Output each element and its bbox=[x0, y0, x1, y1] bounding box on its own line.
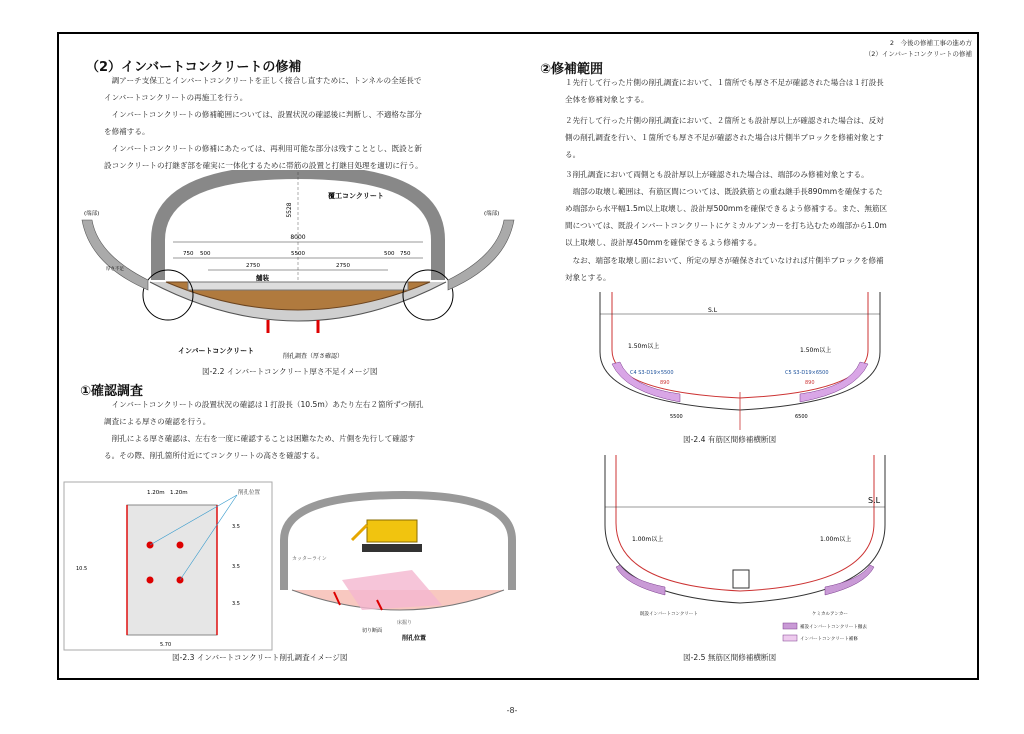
figure-2-4 bbox=[590, 292, 890, 430]
dim-120: 1.20m bbox=[147, 490, 165, 496]
range-line: 全体を修補対象とする。 bbox=[565, 95, 649, 104]
caption-fig-2-2: 図-2.2 インバートコンクリート厚さ不足イメージ図 bbox=[202, 367, 378, 376]
range-line: る。 bbox=[565, 150, 581, 159]
legend-swatch-2 bbox=[783, 635, 797, 641]
intro-paragraph bbox=[104, 72, 504, 174]
dim-5500: 5500 bbox=[670, 414, 683, 420]
plan-slab bbox=[127, 505, 217, 635]
drain bbox=[733, 570, 749, 588]
repair-area-right bbox=[825, 565, 874, 595]
range-line: ２先行して行った片側の削孔調査において、２箇所とも設計厚以上が確認された場合は、反対 bbox=[565, 116, 884, 125]
dim-2750: 2750 bbox=[336, 263, 350, 269]
dim-150-right: 1.50m以上 bbox=[800, 347, 832, 354]
range-line: め端部から水平幅1.5m以上取壊し、設計厚500mmを確保できるよう修補する。また、無筋区 bbox=[565, 204, 888, 213]
dim-500: 500 bbox=[384, 251, 395, 257]
dim-100-left: 1.00m以上 bbox=[632, 536, 664, 543]
detail-right bbox=[448, 220, 514, 290]
drill-point bbox=[177, 542, 184, 549]
label-anchor: ケミカルアンカー bbox=[812, 612, 848, 617]
range-line: 以上取壊し、設計厚450mmを確保できるよう修補する。 bbox=[565, 238, 762, 247]
section-title-invert: （2）インバートコンクリートの修補 bbox=[86, 60, 302, 75]
label-sl: S.L bbox=[708, 307, 718, 314]
caption-fig-2-5: 図-2.5 無筋区間修補横断図 bbox=[683, 653, 777, 662]
label-sl: S.L bbox=[868, 496, 881, 505]
label-c5: C5 S3-D19×6500 bbox=[785, 370, 829, 376]
label-under: 床掘り bbox=[397, 620, 413, 626]
dim-10-5: 10.5 bbox=[76, 566, 88, 572]
dim-height: 5528 bbox=[286, 202, 293, 218]
intro-line: を修補する。 bbox=[104, 127, 150, 136]
dim-5500: 5500 bbox=[291, 251, 305, 257]
figure-2-5 bbox=[590, 455, 900, 650]
label-hoso: 舗装 bbox=[256, 274, 269, 282]
dim-500: 500 bbox=[200, 251, 211, 257]
detail-left bbox=[82, 220, 148, 290]
label-c4: C4 S3-D19×5500 bbox=[630, 370, 674, 376]
intro-line: 調アーチ支保工とインバートコンクリートを正しく接合し直すために、トンネルの全延長で bbox=[104, 76, 422, 85]
subsection-title-confirm: ①確認調査 bbox=[80, 384, 144, 399]
dim-750: 750 bbox=[400, 251, 411, 257]
legend-swatch-1 bbox=[783, 623, 797, 629]
caption-fig-2-3: 図-2.3 インバートコンクリート削孔調査イメージ図 bbox=[172, 653, 348, 662]
dim-150-left: 1.50m以上 bbox=[628, 343, 660, 350]
dim-3-5: 3.5 bbox=[232, 524, 240, 530]
confirm-line: る。その際、削孔箇所付近にてコンクリートの高さを確認する。 bbox=[104, 451, 325, 460]
confirm-line: インバートコンクリートの設置状況の確認は１打設長（10.5m）あたり左右２箇所ずつ削孔 bbox=[104, 400, 424, 409]
label-fukuko: 覆工コンクリート bbox=[328, 192, 384, 200]
range-line: なお、端部を取壊し面において、所定の厚さが確保されていなければ片側半ブロックを修補 bbox=[565, 256, 884, 265]
caption-fig-2-4: 図-2.4 有筋区間修補横断図 bbox=[683, 435, 777, 444]
excavator-track bbox=[362, 544, 422, 552]
drill-point bbox=[147, 577, 154, 584]
confirm-line: 調査による厚さの確認を行う。 bbox=[104, 417, 211, 426]
label-existing: 既設インバートコンクリート bbox=[640, 612, 698, 617]
confirm-line: 削孔による厚さ確認は、左右を一度に確認することは困難なため、片側を先行して確認す bbox=[104, 434, 416, 443]
dim-890: 890 bbox=[805, 380, 815, 386]
header-chapter: 2 今後の修補工事の進め方 bbox=[889, 39, 972, 47]
range-p3 bbox=[565, 166, 965, 251]
dim-2750: 2750 bbox=[246, 263, 260, 269]
label-drill-pos: 削孔位置 bbox=[238, 490, 261, 496]
figure-2-2 bbox=[78, 170, 518, 370]
figure-2-3 bbox=[62, 480, 522, 655]
running-header bbox=[865, 38, 972, 60]
intro-line: 設コンクリートの打継ぎ部を確実に一体化するために帯筋の設置と打継目処理を適切に行う。 bbox=[104, 161, 423, 170]
range-p2 bbox=[565, 112, 965, 163]
label-cut: 切り断面 bbox=[362, 628, 383, 634]
dim-750: 750 bbox=[183, 251, 194, 257]
range-p1 bbox=[565, 74, 965, 108]
confirm-paragraph bbox=[104, 396, 504, 464]
dim-3-5: 3.5 bbox=[232, 564, 240, 570]
legend-2: インバートコンクリート補修 bbox=[800, 637, 858, 642]
label-end-right: (端部) bbox=[484, 211, 500, 217]
dim-6500: 6500 bbox=[795, 414, 808, 420]
page-number: -8- bbox=[506, 706, 518, 715]
label-end-left: (端部) bbox=[84, 211, 100, 217]
dim-total: 8000 bbox=[290, 234, 306, 241]
label-invert: インバートコンクリート bbox=[178, 347, 255, 355]
label-thin: 厚さ不足 bbox=[106, 267, 124, 272]
dim-890: 890 bbox=[660, 380, 670, 386]
range-line: 間については、既設インバートコンクリートにケミカルアンカーを打ち込むため端部から1.0m bbox=[565, 221, 887, 230]
range-line: 側の削孔調査を行い、１箇所でも厚さ不足が確認された場合は片側半ブロックを修補対象とす bbox=[565, 133, 884, 142]
dim-100-right: 1.00m以上 bbox=[820, 536, 852, 543]
dim-3-5: 3.5 bbox=[232, 601, 240, 607]
repair-area-left bbox=[616, 565, 665, 595]
intro-line: インバートコンクリートの再施工を行う。 bbox=[104, 93, 248, 102]
range-line: 対象とする。 bbox=[565, 273, 611, 282]
dim-width: 5.70 bbox=[160, 642, 172, 648]
dim-120: 1.20m bbox=[170, 490, 188, 496]
label-sakko: 削孔調査（厚さ確認） bbox=[283, 353, 344, 360]
intro-line: インバートコンクリートの修補範囲については、設置状況の確認後に判断し、不適格な部分 bbox=[104, 110, 422, 119]
legend-1: 補設インバートコンクリート撤去 bbox=[800, 625, 867, 630]
header-section: （2）インバートコンクリートの修補 bbox=[864, 50, 972, 58]
excavator-body bbox=[367, 520, 417, 542]
range-line: 端部の取壊し範囲は、有筋区間については、既設鉄筋との重ね継手長890mmを確保するた bbox=[565, 187, 883, 196]
label-cutter: カッターライン bbox=[292, 556, 327, 562]
section-title-range: ②修補範囲 bbox=[540, 62, 604, 77]
range-line: ３削孔調査において両側とも設計厚以上が確認された場合は、端部のみ修補対象とする。 bbox=[565, 170, 869, 179]
range-line: １先行して行った片側の削孔調査において、１箇所でも厚さ不足が確認された場合は１打設長 bbox=[565, 78, 884, 87]
range-p4 bbox=[565, 252, 965, 286]
intro-line: インバートコンクリートの修補にあたっては、再利用可能な部分は残すこととし、既設と新 bbox=[104, 144, 422, 153]
label-drill-pos-2: 削孔位置 bbox=[402, 635, 427, 642]
pavement bbox=[188, 282, 408, 290]
